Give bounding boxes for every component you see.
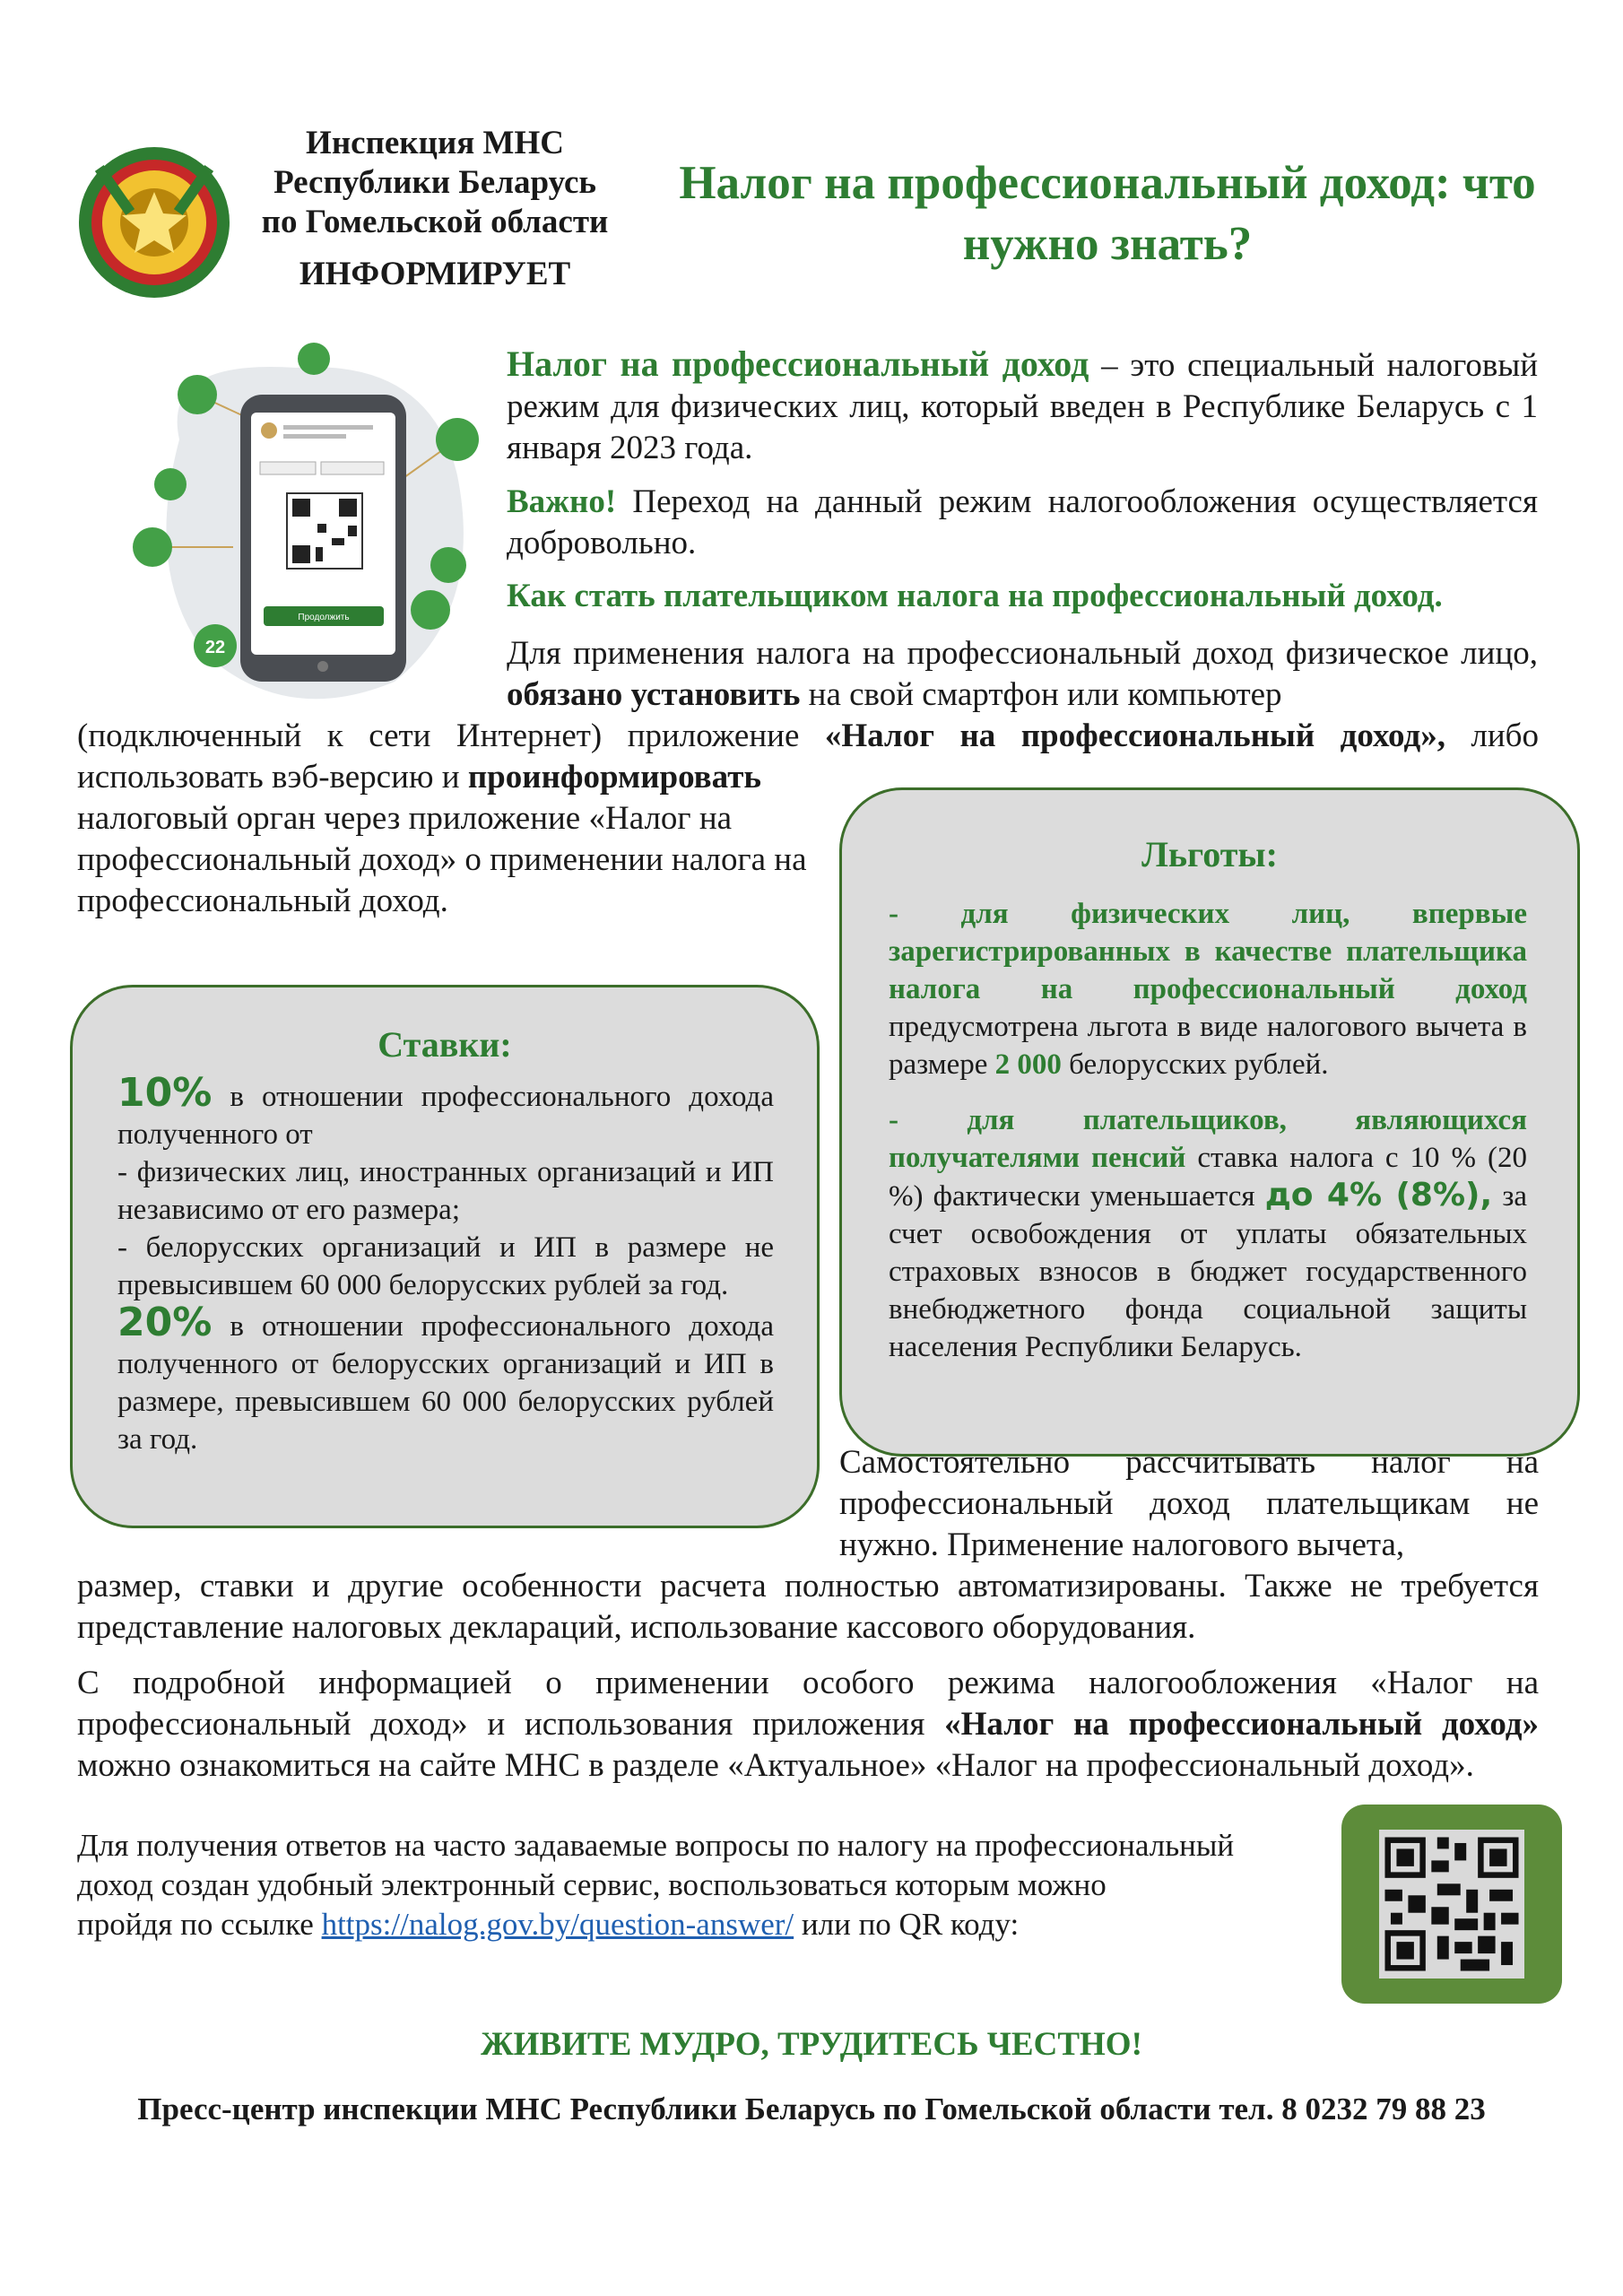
smartphone-app-illustration (126, 341, 502, 718)
inform-label: ИНФОРМИРУЕТ (299, 256, 571, 292)
qr-code-background (1379, 1830, 1524, 1979)
page-title: Налог на профессиональный доход: что нужно знать? (679, 157, 1536, 270)
how-to-heading: Как стать плательщиком налога на профессиональный доход. (507, 578, 1443, 614)
how-to-line-app (77, 716, 1539, 757)
more-info-rest: можно ознакомиться на сайте МНС в разделе «Актуальное» «Налог на профессиональный доход». (77, 1747, 1474, 1784)
benefit-2-rate: до 4% (8%), (1264, 1177, 1493, 1213)
important-note (507, 482, 1538, 564)
faq-link[interactable]: https://nalog.gov.by/question-answer/ (321, 1907, 794, 1942)
calculation-text-full: размер, ставки и другие особенности расчета полностью автоматизированы. Также не требуется представление налоговых деклараций, использование кассового оборудования. (77, 1568, 1539, 1646)
benefit-2-tail: за счет освобождения от уплаты обязательных страховых взносов в бюджет государственного внебюджетного фонда социальной защиты населения Республики Беларусь. (889, 1180, 1527, 1363)
rates-content (73, 1065, 817, 1458)
rate-20-text: в отношении профессионального дохода полученного от белорусских организаций и ИП в размере, превысившем 60 000 белорусских рублей за год. (117, 1310, 774, 1456)
benefit-1-tail: белорусских рублей. (1061, 1048, 1329, 1081)
rate-10-item-1: - физических лиц, иностранных организаций и ИП независимо от его размера; (117, 1156, 774, 1226)
calendar-day: 22 (204, 638, 226, 657)
tax-inspection-emblem (74, 142, 235, 303)
how-to-notify: налоговый орган через приложение «Налог на профессиональный доход» о применении налога на профессиональный доход. (77, 800, 807, 919)
organization-name (242, 124, 628, 294)
faq-line-2: доход создан удобный электронный сервис, воспользоваться которым можно (77, 1867, 1107, 1902)
org-line-3: по Гомельской области (261, 204, 609, 240)
benefits-content (842, 875, 1577, 1366)
definition-term: Налог на профессиональный доход (507, 344, 1089, 384)
how-to-text: Для применения налога на профессиональный доход физическое лицо, (507, 635, 1538, 672)
how-to-text-rest: на свой смартфон или компьютер (800, 676, 1282, 713)
inform-bold: проинформировать (467, 759, 761, 796)
org-line-1: Инспекция МНС (306, 125, 564, 161)
rate-10-text: в отношении профессионального дохода полученного от (117, 1081, 774, 1151)
rate-20: 20% (117, 1300, 213, 1345)
how-to-web-version (77, 757, 821, 798)
important-text: Переход на данный режим налогообложения осуществляется добровольно. (507, 483, 1538, 561)
rates-heading: Ставки: (378, 1024, 512, 1065)
benefit-1-text: предусмотрена льгота в виде налогового вычета в размере (889, 1011, 1527, 1081)
faq-line-3-pre: пройдя по ссылке (77, 1907, 322, 1942)
definition-text: – это специальный налоговый режим для физических лиц, который введен в Республике Беларусь с 1 января 2023 года. (507, 347, 1538, 466)
how-to-app-text: (подключенный к сети Интернет) приложение (77, 718, 825, 754)
more-info-paragraph (77, 1663, 1539, 1787)
how-to-paragraph (507, 633, 1538, 716)
qr-code-frame (1341, 1805, 1562, 2004)
important-label: Важно! (507, 483, 617, 520)
rates-box (70, 985, 820, 1528)
more-info-app-name: «Налог на профессиональный доход» (944, 1706, 1540, 1743)
slogan: ЖИВИТЕ МУДРО, ТРУДИТЕСЬ ЧЕСТНО! (481, 2026, 1142, 2063)
how-to-app-rest: либо (1445, 718, 1540, 754)
rate-10: 10% (117, 1070, 213, 1116)
press-center-footer: Пресс-центр инспекции МНС Республики Беларусь по Гомельской области тел. 8 0232 79 88 23 (137, 2092, 1486, 2126)
rate-10-item-2: - белорусских организаций и ИП в размере не превысившем 60 000 белорусских рублей за год. (117, 1231, 774, 1301)
calculation-text-right: Самостоятельно рассчитывать налог на профессиональный доход плательщикам не нужно. Применение налогового вычета, (839, 1444, 1539, 1563)
benefit-1-condition: - для физических лиц, впервые зарегистрированных в качестве плательщика налога на профессиональный доход (889, 898, 1527, 1005)
intro-definition (507, 344, 1538, 469)
benefit-2-condition: - для плательщиков, являющихся получателями пенсий (889, 1104, 1527, 1174)
faq-paragraph (77, 1826, 1332, 1944)
how-to-bold-install: обязано установить (507, 676, 801, 713)
app-name-bold: «Налог на профессиональный доход», (824, 718, 1445, 754)
phone-button-label: Продолжить (298, 613, 350, 622)
benefits-heading: Льготы: (1141, 834, 1278, 874)
org-line-2: Республики Беларусь (273, 164, 596, 201)
benefit-1-amount: 2 000 (994, 1048, 1062, 1081)
more-info-text: С подробной информацией о применении особого режима налогообложения «Налог на профессиональный доход» и использования приложения (77, 1665, 1539, 1743)
benefit-2-text: ставка налога с 10 % (20 %) фактически уменьшается (889, 1142, 1527, 1213)
faq-line-1: Для получения ответов на часто задаваемые вопросы по налогу на профессиональный (77, 1828, 1235, 1863)
benefits-box (839, 787, 1580, 1457)
web-version-text: использовать вэб-версию и (77, 759, 468, 796)
qr-code[interactable] (1379, 1830, 1524, 1979)
faq-line-3-post: или по QR коду: (794, 1907, 1020, 1942)
